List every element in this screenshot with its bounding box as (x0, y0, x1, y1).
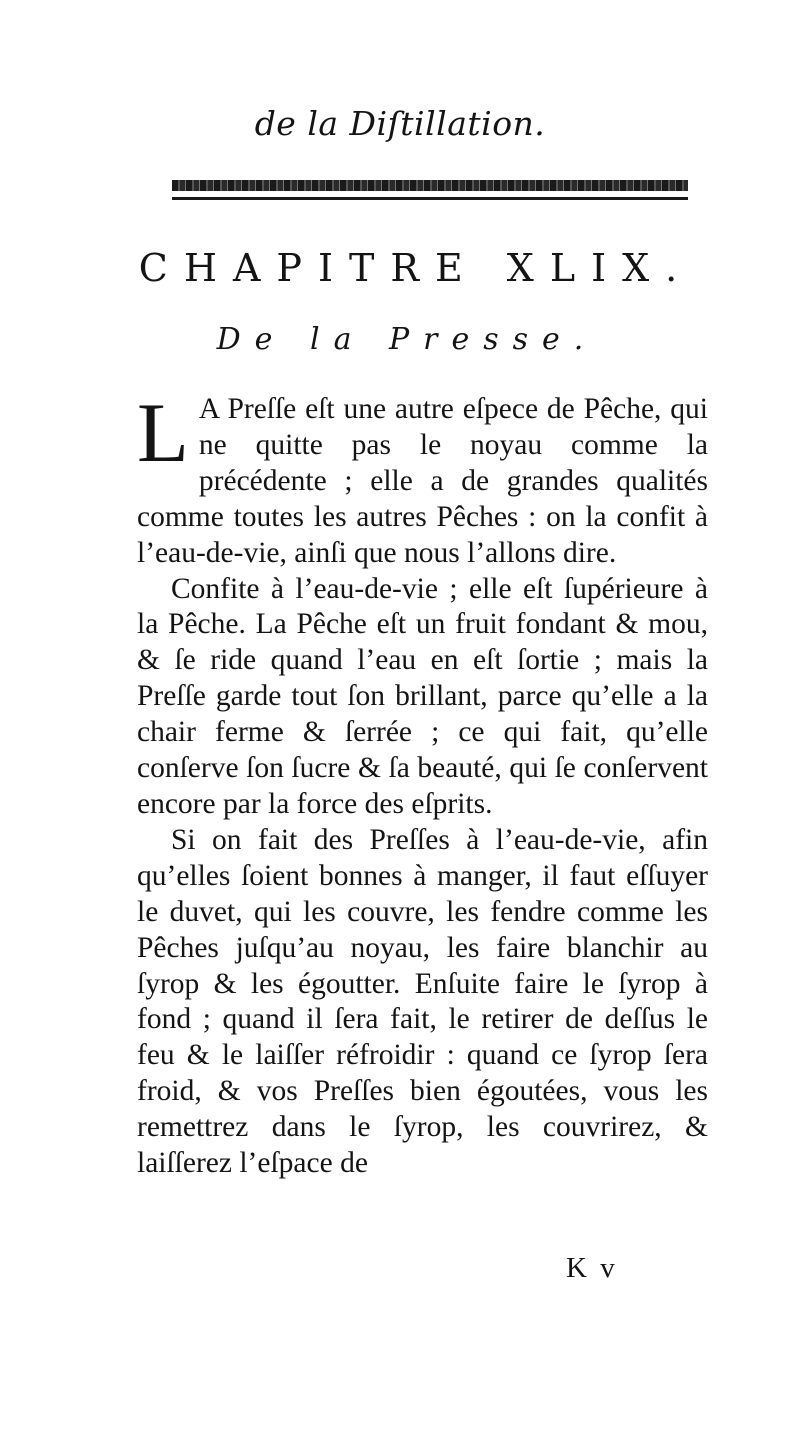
section-title: De la Presse. (216, 322, 598, 357)
paragraph-2: Confite à l’eau-de-vie ; elle eſt ſupérieure à la Pêche. La Pêche eſt un fruit fondant & mou, & ſe ride quand l’eau en eſt ſortie ; mais la Preſſe garde tout ſon brillant, parce qu’elle a la chair ferme & ſerrée ; ce qui fait, qu’elle conſerve ſon ſucre & ſa beauté, qui ſe conſervent encore par la force des eſprits. (137, 572, 708, 820)
running-head: de la Diſtillation. (254, 104, 546, 143)
rule-line (172, 197, 688, 200)
chapter-title: CHAPITRE XLIX. (138, 246, 694, 290)
paragraph-1-text: A Preſſe eſt une autre eſpece de Pêche, qui ne quitte pas le noyau comme la précédente ; elle a de grandes qualités comme toutes les autres Pêches : on la confit à l’eau-de-vie, ainſi que nous l’allons dire. (137, 393, 708, 569)
paragraph-1 (137, 386, 708, 572)
paragraph-3: Si on fait des Preſſes à l’eau-de-vie, afin qu’elles ſoient bonnes à manger, il faut eſſuyer le duvet, qui les couvre, les fendre comme les Pêches juſqu’au noyau, les faire blanchir au ſyrop & les égoutter. Enſuite faire le ſyrop à fond ; quand il ſera fait, le retirer de deſſus le feu & le laiſſer réfroidir : quand ce ſyrop ſera froid, & vos Preſſes bien égoutées, vous les remettrez dans le ſyrop, les couvrirez, & laiſſerez l’eſpace de (137, 823, 708, 1180)
signature-mark: K v (566, 1252, 618, 1284)
ornamental-rule (172, 180, 688, 191)
body-text (137, 386, 708, 1182)
drop-cap: L (137, 386, 189, 480)
